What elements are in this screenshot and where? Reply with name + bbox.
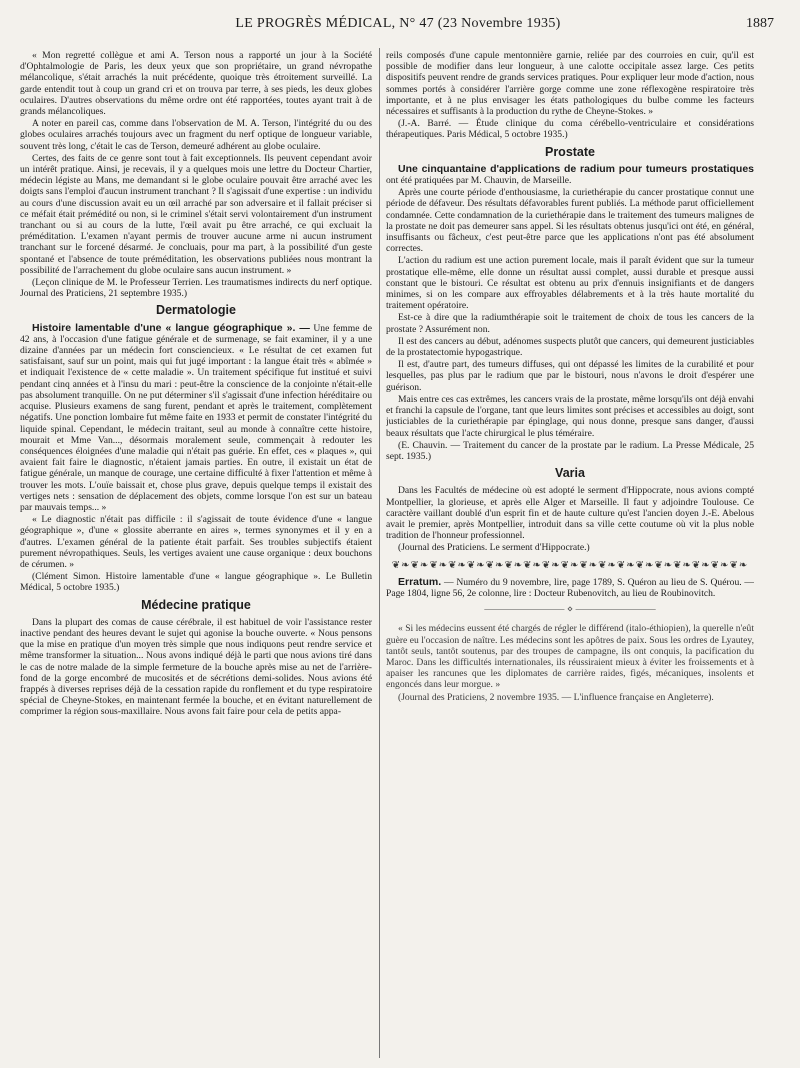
erratum: [386, 577, 754, 599]
paragraph: Il est des cancers au début, adénomes suspects plutôt que cancers, qui demeurent justiciables de la prostatectomie hypogastrique.: [386, 335, 754, 359]
ornament-divider: ❦❧❦❧❦❧❦❧❦❧❦❧❦❧❦❧❦❧❦❧❦❧❦❧❦❧❦❧❦❧❦❧❦❧❦❧❦❧: [391, 559, 749, 571]
section-heading-dermatologie: Dermatologie: [156, 303, 236, 318]
paragraph: A noter en pareil cas, comme dans l'observation de M. A. Terson, l'intégrité du ou des globes oculaires arrachés toujours avec un fragment du nerf optique de longueur variable, souvent très long, c'était le cas de Terson, demeuré adhérent au globe oculaire.: [20, 118, 372, 152]
paragraph: reils composés d'une capule mentonnière garnie, reliée par des courroies en cuir, qu'il est possible de modifier dans leur longueur, à une calotte occipitale assez large. Ces petits dispositifs peuvent rendre de grands services pratiques. Pour expliquer leur mode d'action, nous sommes portés à considérer l'arrière gorge comme une zone réflexogène respiratoire très importante, et à ne plus envisager les états pathologiques du bulbe comme les facteurs nécessaires et suffisants à la production du rythe de Cheyne-Stokes. »: [386, 50, 754, 118]
page-number: 1887: [746, 16, 774, 31]
right-column: [386, 50, 754, 1060]
page-header: [22, 16, 774, 36]
paragraph: Dans les Facultés de médecine où est adopté le serment d'Hippocrate, nous avions compté Montpellier, la glorieuse, et après elle Alger et Marseille. Il faut y adjoindre Toulouse. Ce caractère vaillant doublé d'un esprit fin et de haute culture qu'est l'ancien doyen J.-E. Abelous avait le premier, après Montpellier, introduit dans sa ville cette coutume où vit la plus noble tradition de l'honneur professionnel.: [386, 485, 754, 542]
paragraph: Certes, des faits de ce genre sont tout à fait exceptionnels. Ils peuvent cependant avoir un intérêt pratique. Ainsi, je recevais, il y a quelques mois une lettre du Docteur Chartier, médecin légiste au Mans, me demandant si le globe oculaire pouvait être arraché avec les doigts sans l'emploi d'aucun instrument tranchant ? Il s'agissait d'une expertise : un individu au cours d'une discussion avait eu un œil arraché par son adversaire et il fallait préciser si ce méfait était prémédité ou non, si le criminel s'était servi volontairement d'un instrument tranchant ou si au cours de la lutte, l'œil avait pu être arraché, ce qui excluait la préméditation. L'examen n'ayant permis de trouver aucune arme ni aucun instrument tranchant sur le forcené désarmé. Je concluais, pour ma part, à la possibilité d'un geste spontané et l'absence de toute préméditation, les observations publiées nous montrant la possibilité de l'arrachement du globe oculaire sans aucun instrument. »: [20, 152, 372, 276]
section-heading-prostate: Prostate: [544, 144, 596, 159]
quote-text: « Si les médecins eussent été chargés de régler le différend (italo-éthiopien), la querelle n'eût guère eu l'occasion de naître. Les médecins sont les apôtres de paix. Sous les ordres de Lyautey, tantôt seuls, tantôt soutenus, par des troupes de campagne, ils ont conquis, la pacification du Maroc. Dans les difficultés internationales, ils réussiraient mieux à éviter les froissements et à apaiser les rancunes que les diplomates de carrière raides, figés, mécaniques, insolents et engoncés dans leur morgue. »: [386, 623, 754, 691]
paragraph: Il est, d'autre part, des tumeurs diffuses, qui ont dépassé les limites de la curabilité et pour lesquelles, pas plus par le radium que par le bistouri, nous n'avons le droit d'espérer une guérison.: [386, 359, 754, 393]
erratum-label: Erratum.: [398, 575, 442, 588]
erratum-text: — Numéro du 9 novembre, lire, page 1789, S. Quéron au lieu de S. Quérou. — Page 1804, ligne 56, 2e colonne, lire : Docteur Rubenovitch, au lieu de Roubinovitch.: [386, 576, 754, 599]
reference: (Leçon clinique de M. le Professeur Terrien. Les traumatismes indirects du nerf optique. Journal des Praticiens, 21 septembre 1935.): [20, 277, 372, 300]
article-text: Une femme de 42 ans, à l'occasion d'une fatigue générale et de surmenage, se fait examiner, il y a une dizaine d'années par un médecin fort consciencieux. « Le résultat de cet examen fut satisfaisant, sauf sur un point, mais qui fut jugé important : la langue était très « abîmée » et indiquait l'existence de « cette maladie ». Un traitement spécifique fut institué et suivi pendant cinq années et à l'insu du mari : peut-être la conscience de la conjointe n'était-elle pas absolument tranquille. On ne put déterminer s'il s'agissait d'une infection héréditaire ou acquise. Plusieurs examens de sang furent, pendant et après le traitement, complètement négatifs. Une ponction lombaire fut même faite en 1933 et permit de constater l'intégrité du liquide spinal. Cependant, le médecin traitant, seul au monde à connaître cette histoire, mourait et Mme Van..., désormais moralement seule, commençait à redouter les conséquences éloignées d'une maladie qui n'était pas guérie. En effet, ces « plaques », qui avaient fait faire le diagnostic, n'étaient jamais parties. En outre, il existait un état de fatigue générale, un manque de courage, une certaine difficulté à fixer l'attention et même à trouver les mots. L'ouïe baissait et, chose plus grave, depuis quelque temps il existait des vertiges nets : sensation de déplacement des objets, comme lorsque l'on est sur un bateau par mauvais temps... »: [20, 322, 372, 513]
left-column: [20, 50, 372, 1060]
paragraph: Est-ce à dire que la radiumthérapie soit le traitement de choix de tous les cancers de la prostate ? Assurément non.: [386, 312, 754, 335]
quote-block: [386, 623, 754, 702]
reference: (J.-A. Barré. — Étude clinique du coma cérébello-ventriculaire et considérations thérapeutiques. Paris Médical, 5 octobre 1935.): [386, 118, 754, 141]
running-title: LE PROGRÈS MÉDICAL, N° 47 (23 Novembre 1935): [235, 16, 561, 31]
paragraph: « Le diagnostic n'était pas difficile : il s'agissait de toute évidence d'une « langue géographique », d'une « glossite aberrante en aires », termes synonymes et il y en a d'autres. L'examen général de la patiente était parfait. Ses troubles subjectifs étaient purement névropathiques. Seuls, les vertiges avaient une cause organique : deux bouchons de cérumen. »: [20, 514, 372, 570]
paragraph: Dans la plupart des comas de cause cérébrale, il est habituel de voir l'assistance rester inactive pendant des heures devant le sujet qui agonise la bouche ouverte. « Nous pensons que la mise en pratique d'un moyen très simple que nous indiquons peut rendre service et même transformer la situation... Nous avons indiqué déjà le parti que nous avions tiré dans le cas de notre malade de la simple fermeture de la bouche après mise au net de l'arrière-fond de la gorge encombré de mucosités et de sécrétions demi-solides. Nous avions été frappés à diverses reprises déjà de la cessation rapide du ronflement et du type respiratoire spécial de Cheyne-Stokes, en maintenant fermée la bouche, et en évitant naturellement de comprimer la région sous-maxillaire. Nous avons fait faire pour cela de petits appa-: [20, 616, 372, 718]
reference: (Journal des Praticiens. Le serment d'Hippocrate.): [398, 542, 590, 554]
reference: (Clément Simon. Histoire lamentable d'une « langue géographique ». Le Bulletin Médical, 5 octobre 1935.): [20, 571, 372, 594]
reference: (E. Chauvin. — Traitement du cancer de la prostate par le radium. La Presse Médicale, 25 sept. 1935.): [386, 439, 754, 462]
paragraph: « Mon regretté collègue et ami A. Terson nous a rapporté un jour à la Société d'Ophtalmologie de Paris, les deux yeux que son propriétaire, un grand névropathe mélancolique, s'était arrachés la nuit précédente, quoique très étroitement surveillé. La garde entendit tout à coup un grand cri et on trouva par terre, à ses pieds, les deux globes oculaires. D'autres observations du même ordre ont été rapportées, toutes ayant trait à de grands mélancoliques.: [20, 50, 372, 118]
paragraph: Après une courte période d'enthousiasme, la curiethérapie du cancer prostatique connut une période de défaveur. Des résultats défavorables furent publiés. La méthode parut officiellement condamnée. Cette condamnation de la curiethérapie dans le traitement des tumeurs malignes de la prostate ne doit pas demeurer sans appel. Si les résultats obtenus jusqu'ici ont été, en général, insuffisants ou fâcheux, c'est peut-être parce que les applications n'ont pas été absolument correctes.: [386, 187, 754, 255]
article-text: ont été pratiquées par M. Chauvin, de Marseille.: [386, 175, 572, 187]
article-title: Une cinquantaine d'applications de radium pour tumeurs prostatiques: [398, 162, 754, 175]
section-heading-varia: Varia: [555, 466, 585, 481]
section-heading-medecine-pratique: Médecine pratique: [141, 597, 251, 612]
article-title: Histoire lamentable d'une « langue géographique ». —: [32, 321, 310, 334]
paragraph: Mais entre ces cas extrêmes, les cancers vrais de la prostate, même lorsqu'ils ont déjà envahi et franchi la capsule de l'organe, tant que leurs limites sont précises et accessibles au doigt, sont justiciables de la curiethérapie par épinglage, qui nous donne, presque sans danger, d'aussi beaux résultats que l'acte chirurgical le plus téméraire.: [386, 393, 754, 439]
paragraph: L'action du radium est une action purement locale, mais il paraît évident que sur la tumeur prostatique elle-même, elle donne un résultat aussi complet, aussi durable et presque aussi constant que le bistouri. Ce résultat est obtenu au prix d'ennuis insignifiants et de dangers minimes, si on les compare aux effroyables délabrements et à la très haute mortalité du traitement opératoire.: [386, 255, 754, 312]
rule-divider: ———————— ⋄ ————————: [484, 604, 656, 616]
paragraph: [386, 164, 754, 186]
quote-reference: (Journal des Praticiens, 2 novembre 1935. — L'influence française en Angleterre).: [398, 691, 714, 703]
paragraph: [20, 323, 372, 513]
column-divider: [379, 48, 380, 1058]
